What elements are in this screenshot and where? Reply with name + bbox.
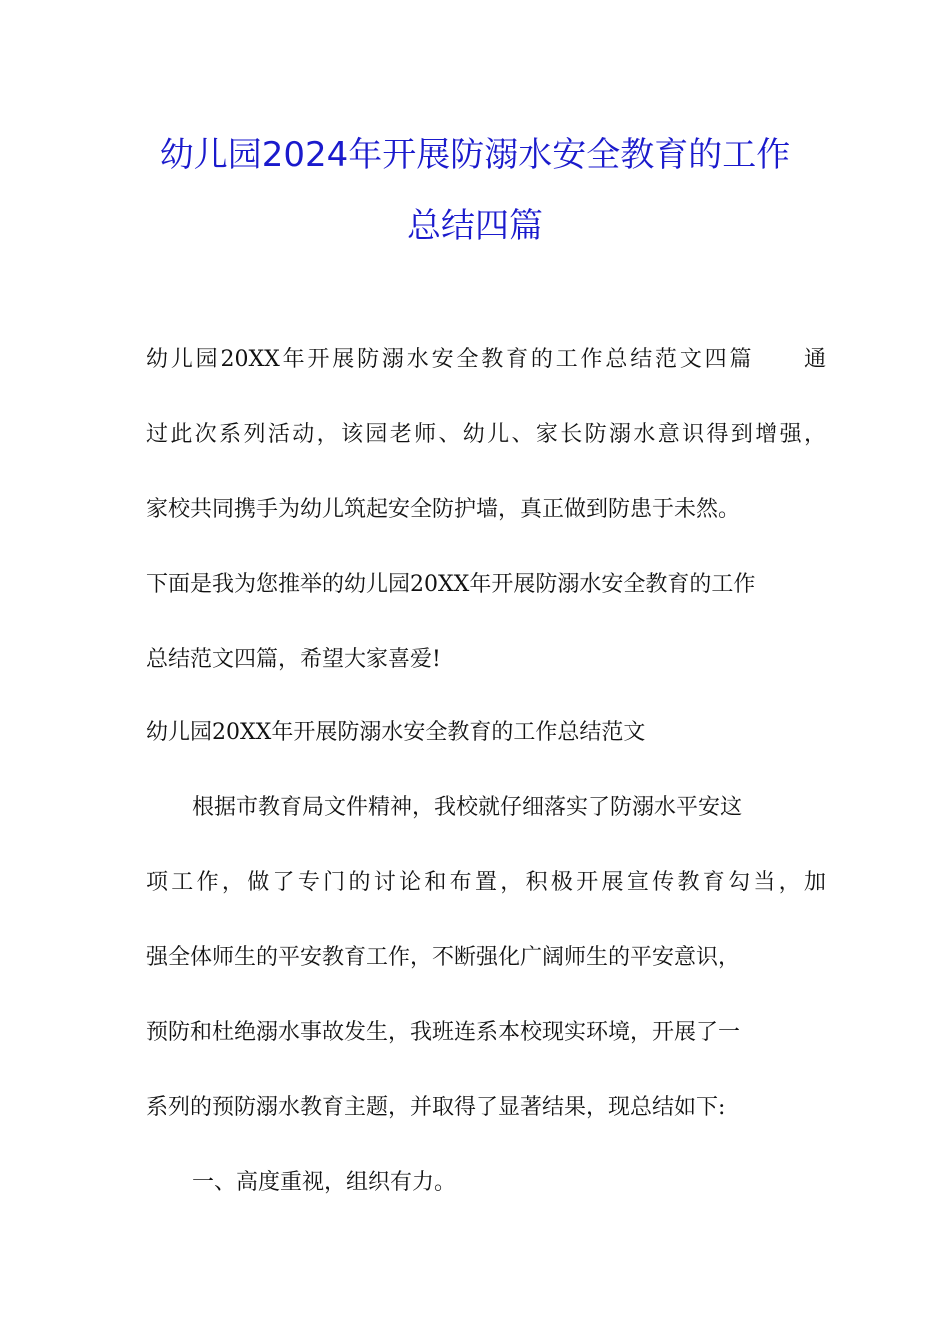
body-line: 强全体师生的平安教育工作，不断强化广阔师生的平安意识， bbox=[146, 945, 741, 970]
section-title: 幼儿园20XX年开展防溺水安全教育的工作总结范文 bbox=[146, 720, 646, 745]
intro-line: 总结范文四篇，希望大家喜爱! bbox=[146, 647, 441, 672]
body-line: 项工作，做了专门的讨论和布置，积极开展宣传教育勾当，加 bbox=[146, 870, 826, 895]
document-title-line-1: 幼儿园2024年开展防溺水安全教育的工作 bbox=[159, 135, 791, 175]
intro-line: 过此次系列活动，该园老师、幼儿、家长防溺水意识得到增强， bbox=[146, 422, 826, 447]
intro-line: 下面是我为您推举的幼儿园20XX年开展防溺水安全教育的工作 bbox=[146, 572, 756, 597]
body-line: 根据市教育局文件精神，我校就仔细落实了防溺水平安这 bbox=[192, 795, 743, 820]
subheading: 一、高度重视，组织有力。 bbox=[192, 1170, 457, 1195]
body-line: 预防和杜绝溺水事故发生，我班连系本校现实环境，开展了一 bbox=[146, 1020, 741, 1045]
body-line: 系列的预防溺水教育主题，并取得了显著结果，现总结如下: bbox=[146, 1095, 726, 1120]
intro-line: 幼儿园20XX年开展防溺水安全教育的工作总结范文四篇 通 bbox=[146, 347, 826, 372]
document-title-line-2: 总结四篇 bbox=[407, 206, 543, 246]
intro-line: 家校共同携手为幼儿筑起安全防护墙，真正做到防患于未然。 bbox=[146, 497, 741, 522]
